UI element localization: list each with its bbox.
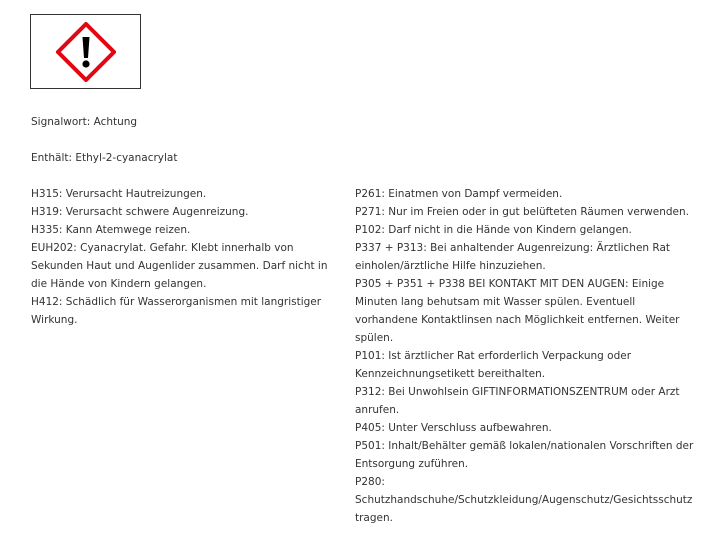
contains-substance: Enthält: Ethyl-2-cyanacrylat xyxy=(31,152,178,164)
precautionary-statement: P101: Ist ärztlicher Rat erforderlich Verpackung oder Kennzeichnungsetikett bereithalten. xyxy=(355,350,632,380)
precautionary-statement: P405: Unter Verschluss aufbewahren. xyxy=(355,422,552,434)
precautionary-statement: P305 + P351 + P338 BEI KONTAKT MIT DEN AUGEN: Einige Minuten lang behutsam mit Wasser spülen. Eventuell vorhandene Kontaktlinsen nach Möglichkeit entfernen. Weiter spülen. xyxy=(355,278,680,344)
hazard-statements-list xyxy=(31,185,331,329)
precautionary-statement: P280: Schutzhandschuhe/Schutzkleidung/Augenschutz/Gesichtsschutz tragen. xyxy=(355,476,693,524)
precautionary-statements-list xyxy=(355,185,695,527)
precautionary-statement: P337 + P313: Bei anhaltender Augenreizung: Ärztlichen Rat einholen/ärztliche Hilfe hinzuziehen. xyxy=(355,242,671,272)
precautionary-statement: P102: Darf nicht in die Hände von Kindern gelangen. xyxy=(355,224,632,236)
hazard-statement: H315: Verursacht Hautreizungen. xyxy=(31,188,207,200)
precautionary-statement: P312: Bei Unwohlsein GIFTINFORMATIONSZENTRUM oder Arzt anrufen. xyxy=(355,386,680,416)
hazard-statement: H412: Schädlich für Wasserorganismen mit langristiger Wirkung. xyxy=(31,296,322,326)
precautionary-statement: P501: Inhalt/Behälter gemäß lokalen/nationalen Vorschriften der Entsorgung zuführen. xyxy=(355,440,694,470)
precautionary-statement: P261: Einatmen von Dampf vermeiden. xyxy=(355,188,563,200)
signal-word: Signalwort: Achtung xyxy=(31,116,138,128)
precautionary-statement: P271: Nur im Freien oder in gut belüfteten Räumen verwenden. xyxy=(355,206,689,218)
hazard-statement: H335: Kann Atemwege reizen. xyxy=(31,224,191,236)
hazard-statement: H319: Verursacht schwere Augenreizung. xyxy=(31,206,249,218)
exclamation-mark-icon xyxy=(56,22,116,82)
ghs-pictogram xyxy=(30,14,141,89)
hazard-statement: EUH202: Cyanacrylat. Gefahr. Klebt innerhalb von Sekunden Haut und Augenlider zusammen. Darf nicht in die Hände von Kindern gelangen. xyxy=(31,242,328,290)
